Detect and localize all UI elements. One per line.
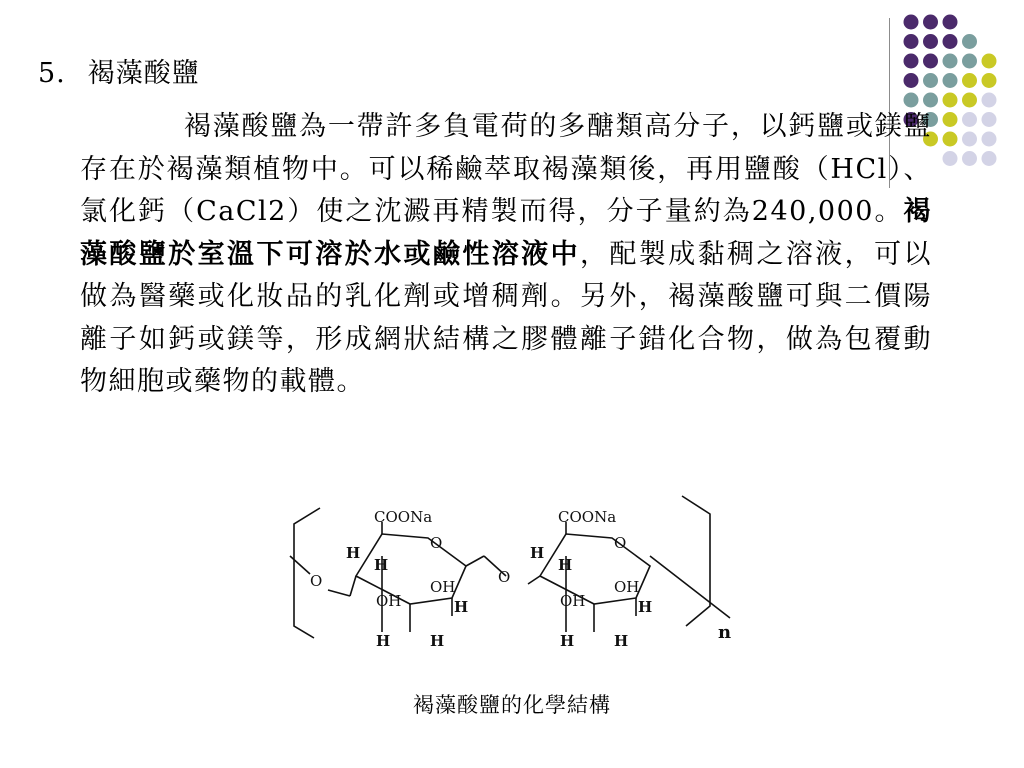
- decorative-dot: [943, 132, 958, 147]
- hydroxyl-label: OH: [430, 578, 456, 596]
- decorative-dot: [923, 15, 938, 30]
- right-bracket: [682, 496, 710, 626]
- decorative-dot: [904, 34, 919, 49]
- decorative-dot: [982, 54, 997, 69]
- body-paragraph: [80, 106, 932, 404]
- hydroxyl-label: OH: [376, 592, 402, 610]
- decorative-dot: [943, 54, 958, 69]
- hydrogen-label: H: [530, 544, 545, 562]
- hydroxyl-label: OH: [614, 578, 640, 596]
- hydrogen-label: H: [558, 556, 573, 574]
- decorative-dot: [982, 93, 997, 108]
- paragraph-text-2: ，配製成黏稠之溶液，可以做為醫藥或化妝品的乳化劑或增稠劑。另外，褐藻酸鹽可與二價陽離子如鈣或鎂等，形成網狀結構之膠體離子錯化合物，做為包覆動物細胞或藥物的載體。: [80, 238, 933, 397]
- figure-caption: 褐藻酸鹽的化學結構: [413, 693, 611, 717]
- decorative-dot: [982, 73, 997, 88]
- decorative-dot: [923, 54, 938, 69]
- hydrogen-label: H: [374, 556, 389, 574]
- hydrogen-label: H: [614, 632, 629, 650]
- decorative-dot: [904, 73, 919, 88]
- decorative-dot: [943, 93, 958, 108]
- decorative-dot: [962, 112, 977, 127]
- decorative-dot: [923, 34, 938, 49]
- decorative-dot: [904, 15, 919, 30]
- decorative-dot: [943, 15, 958, 30]
- glycosidic-oxygen-label: O: [498, 568, 511, 586]
- repeat-subscript-n: n: [718, 622, 732, 643]
- ring-oxygen-label-2: O: [614, 534, 627, 552]
- paragraph-text-1: 褐藻酸鹽為一帶許多負電荷的多醣類高分子，以鈣鹽或鎂鹽存在於褐藻類植物中。可以稀鹼萃取褐藻類後，再用鹽酸（HCl）、氯化鈣（CaCl2）使之沈澱再精製而得，分子量約為240,000。: [80, 111, 932, 227]
- glycosidic-oxygen-label: O: [310, 572, 323, 590]
- right-end-bond: [650, 556, 730, 618]
- hydrogen-label: H: [346, 544, 361, 562]
- decorative-dot: [962, 73, 977, 88]
- paragraph-emphasis: 褐藻酸鹽於室溫下可溶於水或鹼性溶液中: [80, 196, 932, 270]
- decorative-dot: [904, 54, 919, 69]
- decorative-dot: [923, 73, 938, 88]
- decorative-dot: [943, 151, 958, 166]
- hydrogen-label: H: [560, 632, 575, 650]
- ring-oxygen-label-1: O: [430, 534, 443, 552]
- link-bond-left: [328, 590, 350, 596]
- section-heading: [38, 56, 200, 92]
- decorative-dot: [962, 151, 977, 166]
- decorative-dot: [982, 132, 997, 147]
- decorative-dot: [962, 132, 977, 147]
- decorative-dot: [982, 151, 997, 166]
- hydrogen-label: H: [430, 632, 445, 650]
- decorative-dot: [943, 34, 958, 49]
- section-title: 褐藻酸鹽: [87, 58, 200, 89]
- decorative-dot: [943, 73, 958, 88]
- decorative-dot: [962, 93, 977, 108]
- hydrogen-label: H: [454, 598, 469, 616]
- left-end-bond: [290, 556, 310, 574]
- decorative-dot: [962, 34, 977, 49]
- hydroxyl-label: OH: [560, 592, 586, 610]
- coona-label-1: COONa: [374, 508, 433, 526]
- decorative-dot: [962, 54, 977, 69]
- decorative-dot: [982, 112, 997, 127]
- hydrogen-label: H: [376, 632, 391, 650]
- coona-label-2: COONa: [558, 508, 617, 526]
- decorative-dot: [943, 112, 958, 127]
- alginate-structure-diagram: [270, 486, 750, 666]
- hydrogen-label: H: [638, 598, 653, 616]
- section-number: 5.: [38, 58, 66, 89]
